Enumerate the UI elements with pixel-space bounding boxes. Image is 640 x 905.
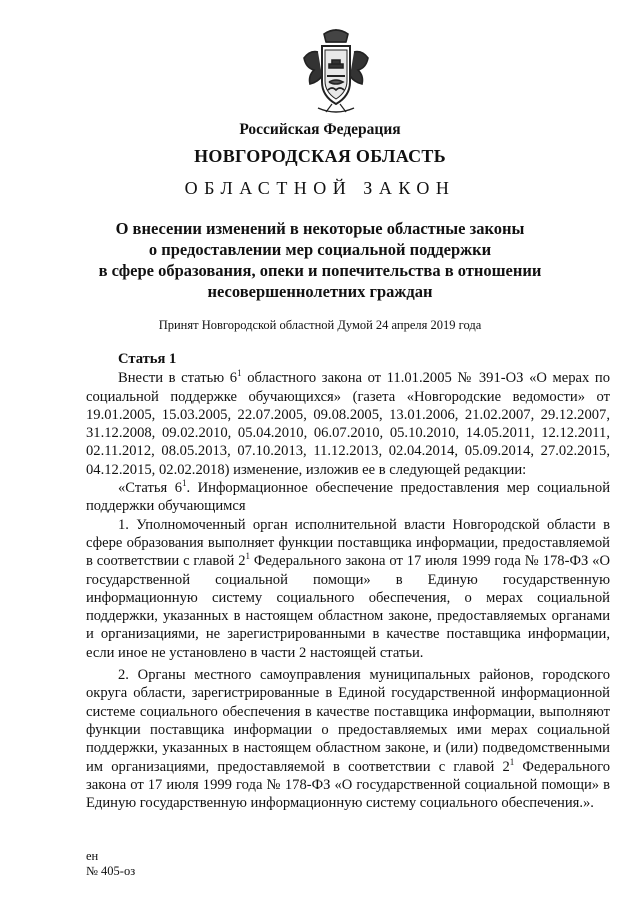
adoption-note: Принят Новгородской областной Думой 24 апреля 2019 года: [158, 318, 482, 332]
coat-of-arms-emblem: [296, 24, 376, 116]
country-name: Российская Федерация: [239, 121, 401, 138]
paragraph: 1. Уполномоченный орган исполнительной власти Новгородской области в сфере образования выполняет функции поставщика информации, предоставляемой в соответствии с главой $2^1$ Федерального закона от 17 июля 1999 года № 178-ФЗ «О государственной социальной помощи» в Единую государственную информационную систему социального обеспечения, о мерах социальной поддержки, указанных в настоящем областном законе, предоставляемых органами и организациями, не зарегистрированными в качестве поставщика информации, если иное не установлено в части 2 настоящей статьи.: [86, 516, 610, 661]
document-type: ОБЛАСТНОЙ ЗАКОН: [184, 178, 456, 198]
law-title-line: О внесении изменений в некоторые областные законы: [115, 219, 525, 238]
law-title: [0, 218, 640, 302]
document-footer: [86, 849, 135, 879]
law-title-line: о предоставлении мер социальной поддержки: [148, 240, 492, 259]
paragraph: Внести в статью $6^1$ областного закона от 11.01.2005 № 391-ОЗ «О мерах по социальной поддержке обучающихся» (газета «Новгородские ведомости» от 19.01.2005, 15.03.2005, 22.07.2005, 09.08.2005, 13.01.2006, 21.02.2007, 29.12.2007, 31.12.2008, 09.02.2010, 05.04.2010, 06.07.2010, 05.10.2010, 14.05.2011, 12.12.2011, 02.11.2012, 08.05.2013, 07.10.2013, 11.12.2013, 02.04.2014, 05.09.2014, 27.02.2015, 04.12.2015, 02.02.2018) изменение, изложив ее в следующей редакции:: [86, 368, 610, 478]
region-name: НОВГОРОДСКАЯ ОБЛАСТЬ: [194, 146, 446, 166]
law-number: № 405-оз: [86, 864, 136, 878]
executor-initials: ен: [86, 849, 99, 863]
document-body: [86, 350, 610, 812]
paragraph: 2. Органы местного самоуправления муниципальных районов, городского округа области, зарегистрированные в Единой государственной информационной системе социального обеспечения в качестве поставщика информации, выполняют функции поставщика информации о предоставляемых ими мерах социальной поддержки, указанных в настоящем областном законе, и (или) подведомственными им организациями, предоставляемой в соответствии с главой $2^1$ Федерального закона от 17 июля 1999 года № 178-ФЗ «О государственной социальной помощи» в Единую государственную информационную систему социального обеспечения.».: [86, 667, 611, 812]
law-title-line: несовершеннолетних граждан: [207, 282, 433, 301]
paragraph: «Статья $6^1$. Информационное обеспечение предоставления мер социальной поддержки обучающимся: [86, 478, 611, 515]
article-heading: Статья 1: [118, 351, 177, 367]
law-title-line: в сфере образования, опеки и попечительства в отношении: [98, 261, 542, 280]
